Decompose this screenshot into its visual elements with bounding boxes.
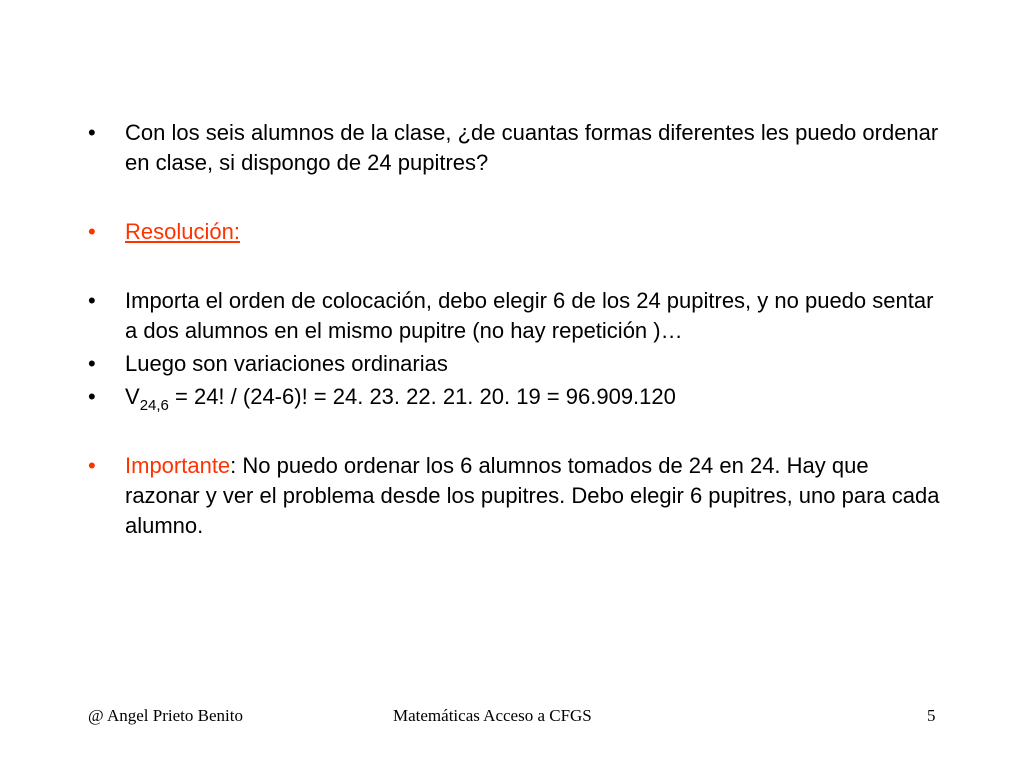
bullet-item-formula (86, 382, 946, 412)
bullet-icon: • (88, 288, 96, 313)
bullet-icon: • (88, 453, 96, 478)
formula-symbol: V (125, 384, 140, 409)
footer-course: Matemáticas Acceso a CFGS (393, 706, 592, 725)
formula-subscript: 24,6 (139, 397, 169, 414)
important-text: : No puedo ordenar los 6 alumnos tomados de 24 en 24. Hay que razonar y ver el problema desde los pupitres. Debo elegir 6 pupitres, uno para cada alumno. (125, 453, 940, 538)
important-label: Importante (125, 453, 231, 478)
bullet-item-order-matters (86, 286, 946, 346)
bullet-item-important (86, 451, 946, 541)
bullet-item-variations (86, 349, 946, 379)
bullet-item-question (86, 118, 946, 178)
order-matters-text: Importa el orden de colocación, debo elegir 6 de los 24 pupitres, y no puedo sentar a dos alumnos en el mismo pupitre (no hay repetición )… (125, 288, 934, 343)
formula-expression: = 24! / (24-6)! = 24. 23. 22. 21. 20. 19 = 96.909.120 (168, 384, 676, 409)
bullet-icon: • (88, 120, 96, 145)
bullet-icon: • (88, 384, 96, 409)
resolution-heading: Resolución: (125, 219, 240, 244)
bullet-list (86, 118, 946, 541)
question-text: Con los seis alumnos de la clase, ¿de cuantas formas diferentes les puedo ordenar en clase, si dispongo de 24 pupitres? (125, 120, 939, 175)
footer-page-number: 5 (927, 706, 936, 725)
footer-author: @ Angel Prieto Benito (88, 706, 243, 725)
bullet-item-resolution (86, 217, 946, 247)
footer (0, 706, 1024, 734)
bullet-icon: • (88, 219, 96, 244)
variations-text: Luego son variaciones ordinarias (125, 351, 448, 376)
bullet-icon: • (88, 351, 96, 376)
